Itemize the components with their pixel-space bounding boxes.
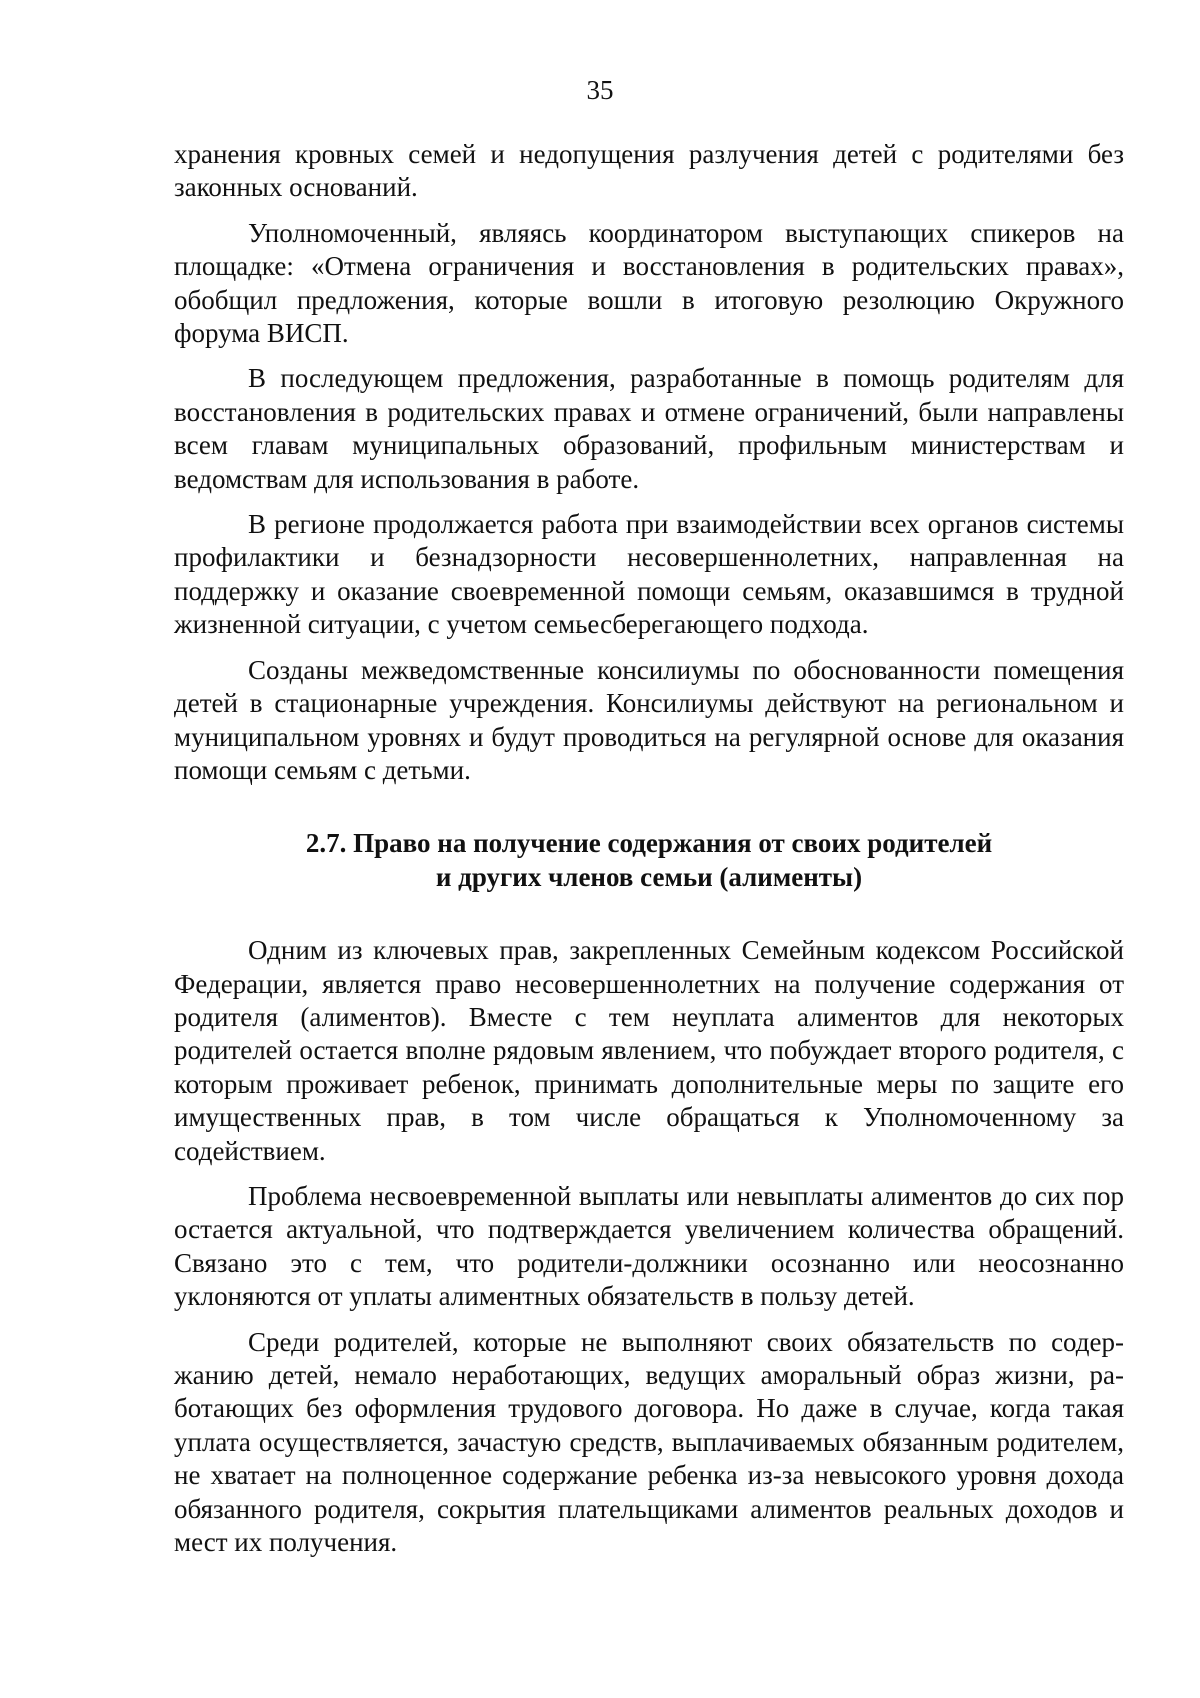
paragraph-continuation: хранения кровных семей и недопущения разлучения детей с родителями без законных оснований.: [174, 139, 1124, 203]
document-body: [174, 138, 1124, 1571]
paragraph-proposals-sent: В последующем предложения, разработанные в помощь родителям для восстановления в родительских правах и отмене ограничений, были направлены всем главам муниципальных образований, профильным министерствам и ведомствам для использования в работе.: [174, 363, 1124, 494]
section-heading-line-1: 2.7. Право на получение содержания от своих родителей: [305, 828, 993, 859]
section-heading-line-2: и других членов семьи (алименты): [435, 861, 863, 892]
paragraph-late-payments: Проблема несвоевременной выплаты или невыплаты алиментов до сих пор остается актуальной, что подтверждается увеличением количества обращений. Связано это с тем, что родители-должники осознанно или неосознанно уклоняются от уплаты алиментных обязательств в пользу детей.: [174, 1180, 1124, 1312]
section-heading: [174, 827, 1124, 894]
paragraph-forum-summary: Уполномоченный, являясь координатором выступающих спикеров на площадке: «Отмена ограничения и восстановления в родительских правах», обобщил предложения, которые вошли в итоговую резолюцию Окружного форума ВИСП.: [174, 217, 1124, 349]
paragraph-consiliums: Созданы межведомственные консилиумы по обоснованности помещения детей в стационарные учреждения. Консилиумы действуют на региональном и муниципальном уровнях и будут проводиться на регулярной основе для оказания помощи семьям с детьми.: [174, 654, 1124, 785]
page-number: 35: [586, 75, 614, 105]
paragraph-non-paying-parents: Среди родителей, которые не выполняют своих обязательств по содержанию детей, немало неработающих, ведущих аморальный образ жизни, работающих без оформления трудового договора. Но даже в случае, когда такая уплата осуществляется, зачастую средств, выплачиваемых обязанным родителем, не хватает на полноценное содержание ребенка из-за невысокого уровня дохода обязанного родителя, сокрытия плательщиками алиментов реальных доходов и мест их получения.: [174, 1326, 1124, 1558]
paragraph-key-rights: Одним из ключевых прав, закрепленных Семейным кодексом Российской Федерации, является право несовершеннолетних на получение содержания от родителя (алиментов). Вместе с тем неуплата алиментов для некоторых родителей остается вполне рядовым явлением, что побуждает второго родителя, с которым проживает ребенок, принимать дополнительные меры по защите его имущественных прав, в том числе обращаться к Уполномоченному за содействием.: [174, 935, 1124, 1166]
paragraph-regional-work: В регионе продолжается работа при взаимодействии всех органов системы профилактики и безнадзорности несовершеннолетних, направленная на поддержку и оказание своевременной помощи семьям, оказавшимся в трудной жизненной ситуации, с учетом семьесберегающего подхода.: [174, 509, 1124, 640]
